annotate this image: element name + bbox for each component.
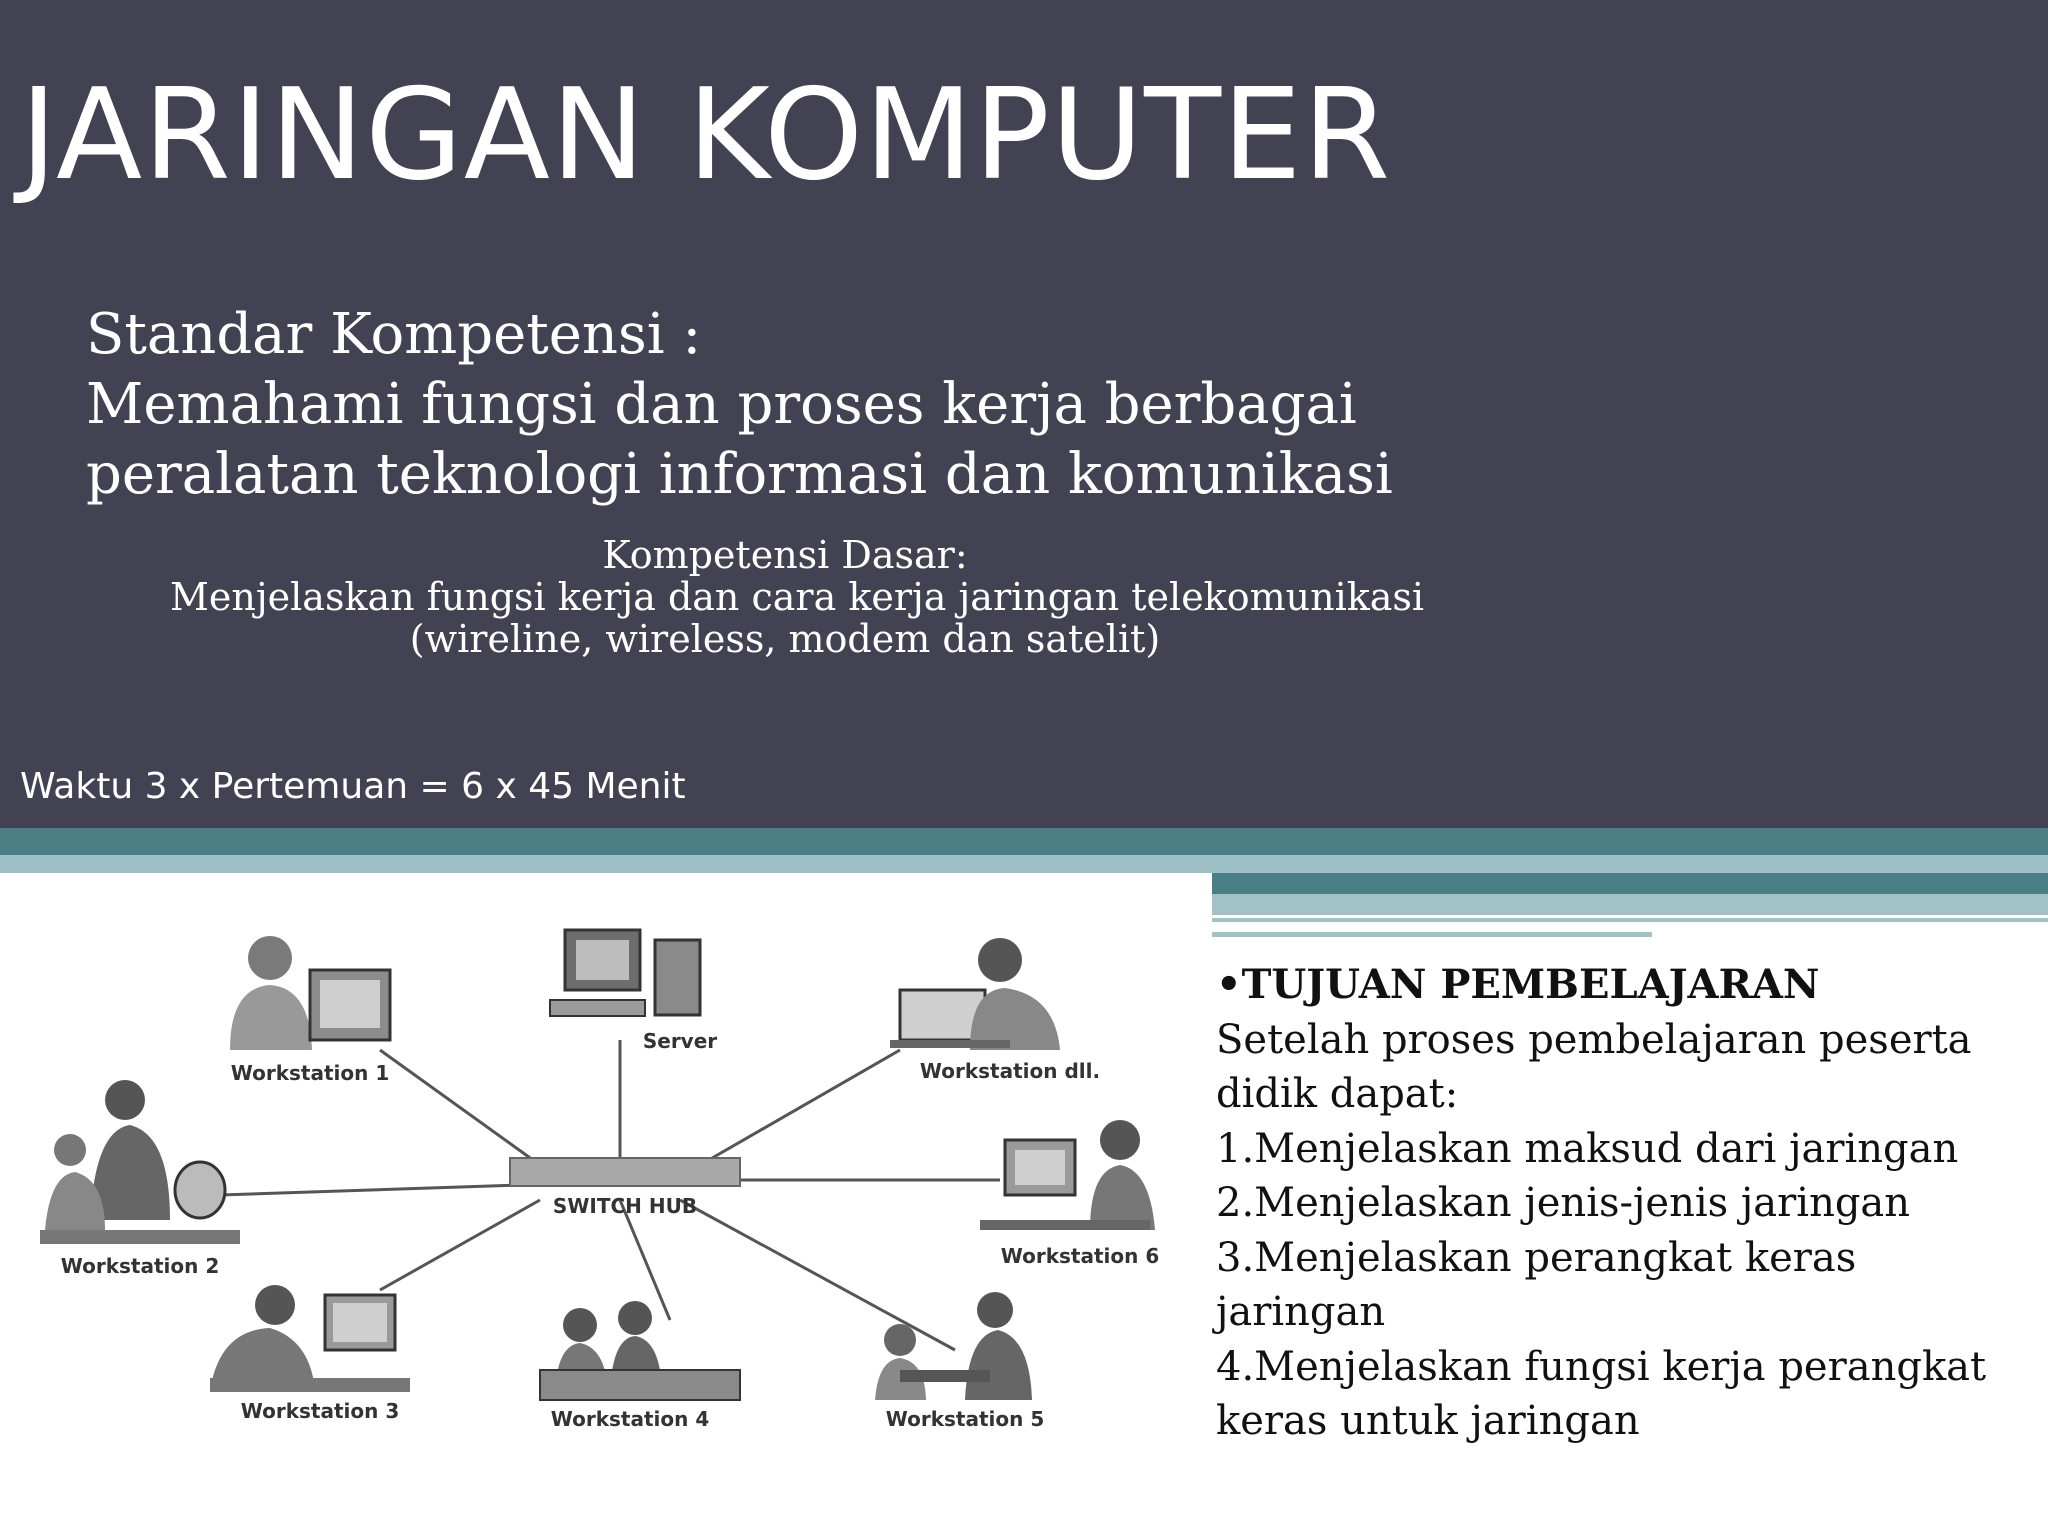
workstation-1-label: Workstation 1	[230, 1061, 390, 1085]
objective-item-4-cont: keras untuk jaringan	[1216, 1398, 1640, 1444]
workstation-4-label: Workstation 4	[550, 1407, 710, 1431]
standar-kompetensi-heading: Standar Kompetensi :	[86, 302, 702, 367]
kompetensi-dasar-heading: Kompetensi Dasar:	[602, 533, 968, 577]
link-ws4	[620, 1200, 670, 1320]
link-ws1	[380, 1050, 540, 1165]
objective-item-1: 1.Menjelaskan maksud dari jaringan	[1216, 1125, 1959, 1172]
switch-hub-label: SWITCH HUB	[552, 1194, 698, 1218]
kompetensi-dasar-line-1: Menjelaskan fungsi kerja dan cara kerja jaringan telekomunikasi	[170, 575, 1425, 619]
server-icon	[550, 930, 700, 1016]
objective-item-2: 2.Menjelaskan jenis-jenis jaringan	[1216, 1180, 1911, 1226]
objective-item-4: 4.Menjelaskan fungsi kerja perangkat	[1216, 1343, 1987, 1390]
accent-band-dark	[0, 828, 2048, 855]
standar-kompetensi	[86, 300, 1393, 510]
network-diagram	[20, 900, 1180, 1460]
workstation-3-label: Workstation 3	[240, 1399, 400, 1423]
network-diagram-svg	[20, 900, 1180, 1460]
accent-band-right-top	[1212, 873, 2048, 894]
standar-kompetensi-line-2: peralatan teknologi informasi dan komunikasi	[86, 442, 1393, 507]
kompetensi-dasar	[170, 533, 1425, 661]
objectives-intro-line-2: didik dapat:	[1216, 1071, 1459, 1117]
slide-title: JARINGAN KOMPUTER	[20, 61, 1392, 208]
accent-line-2	[1212, 932, 1652, 937]
kompetensi-dasar-line-2: (wireline, wireless, modem dan satelit)	[409, 617, 1161, 661]
workstation-2-label: Workstation 2	[60, 1254, 220, 1278]
workstation-4-icon	[540, 1301, 740, 1400]
switch-hub	[510, 1158, 740, 1186]
standar-kompetensi-line-1: Memahami fungsi dan proses kerja berbagai	[86, 372, 1357, 437]
accent-band-light	[0, 855, 2048, 873]
link-wsdll	[700, 1050, 900, 1165]
workstation-5-label: Workstation 5	[885, 1407, 1045, 1431]
learning-objectives	[1216, 958, 2036, 1449]
workstation-3-icon	[210, 1285, 410, 1392]
waktu-text: Waktu 3 x Pertemuan = 6 x 45 Menit	[20, 766, 686, 807]
workstation-6-icon	[980, 1120, 1155, 1230]
objectives-intro-line-1: Setelah proses pembelajaran peserta	[1216, 1016, 1972, 1063]
link-ws2	[220, 1185, 520, 1195]
workstation-dll-icon	[890, 938, 1060, 1050]
workstation-2-icon	[40, 1080, 240, 1244]
objectives-heading: •TUJUAN PEMBELAJARAN	[1216, 961, 1820, 1008]
workstation-1-icon	[230, 936, 390, 1050]
accent-line-1	[1212, 918, 2048, 922]
objective-item-3: 3.Menjelaskan perangkat keras	[1216, 1234, 1857, 1281]
objective-item-3-cont: jaringan	[1216, 1289, 1386, 1335]
workstation-dll-label: Workstation dll.	[919, 1059, 1101, 1083]
link-ws5	[680, 1200, 955, 1350]
link-ws3	[380, 1200, 540, 1290]
workstation-6-label: Workstation 6	[1000, 1244, 1160, 1268]
server-label: Server	[642, 1029, 718, 1053]
workstation-5-icon	[875, 1292, 1032, 1400]
